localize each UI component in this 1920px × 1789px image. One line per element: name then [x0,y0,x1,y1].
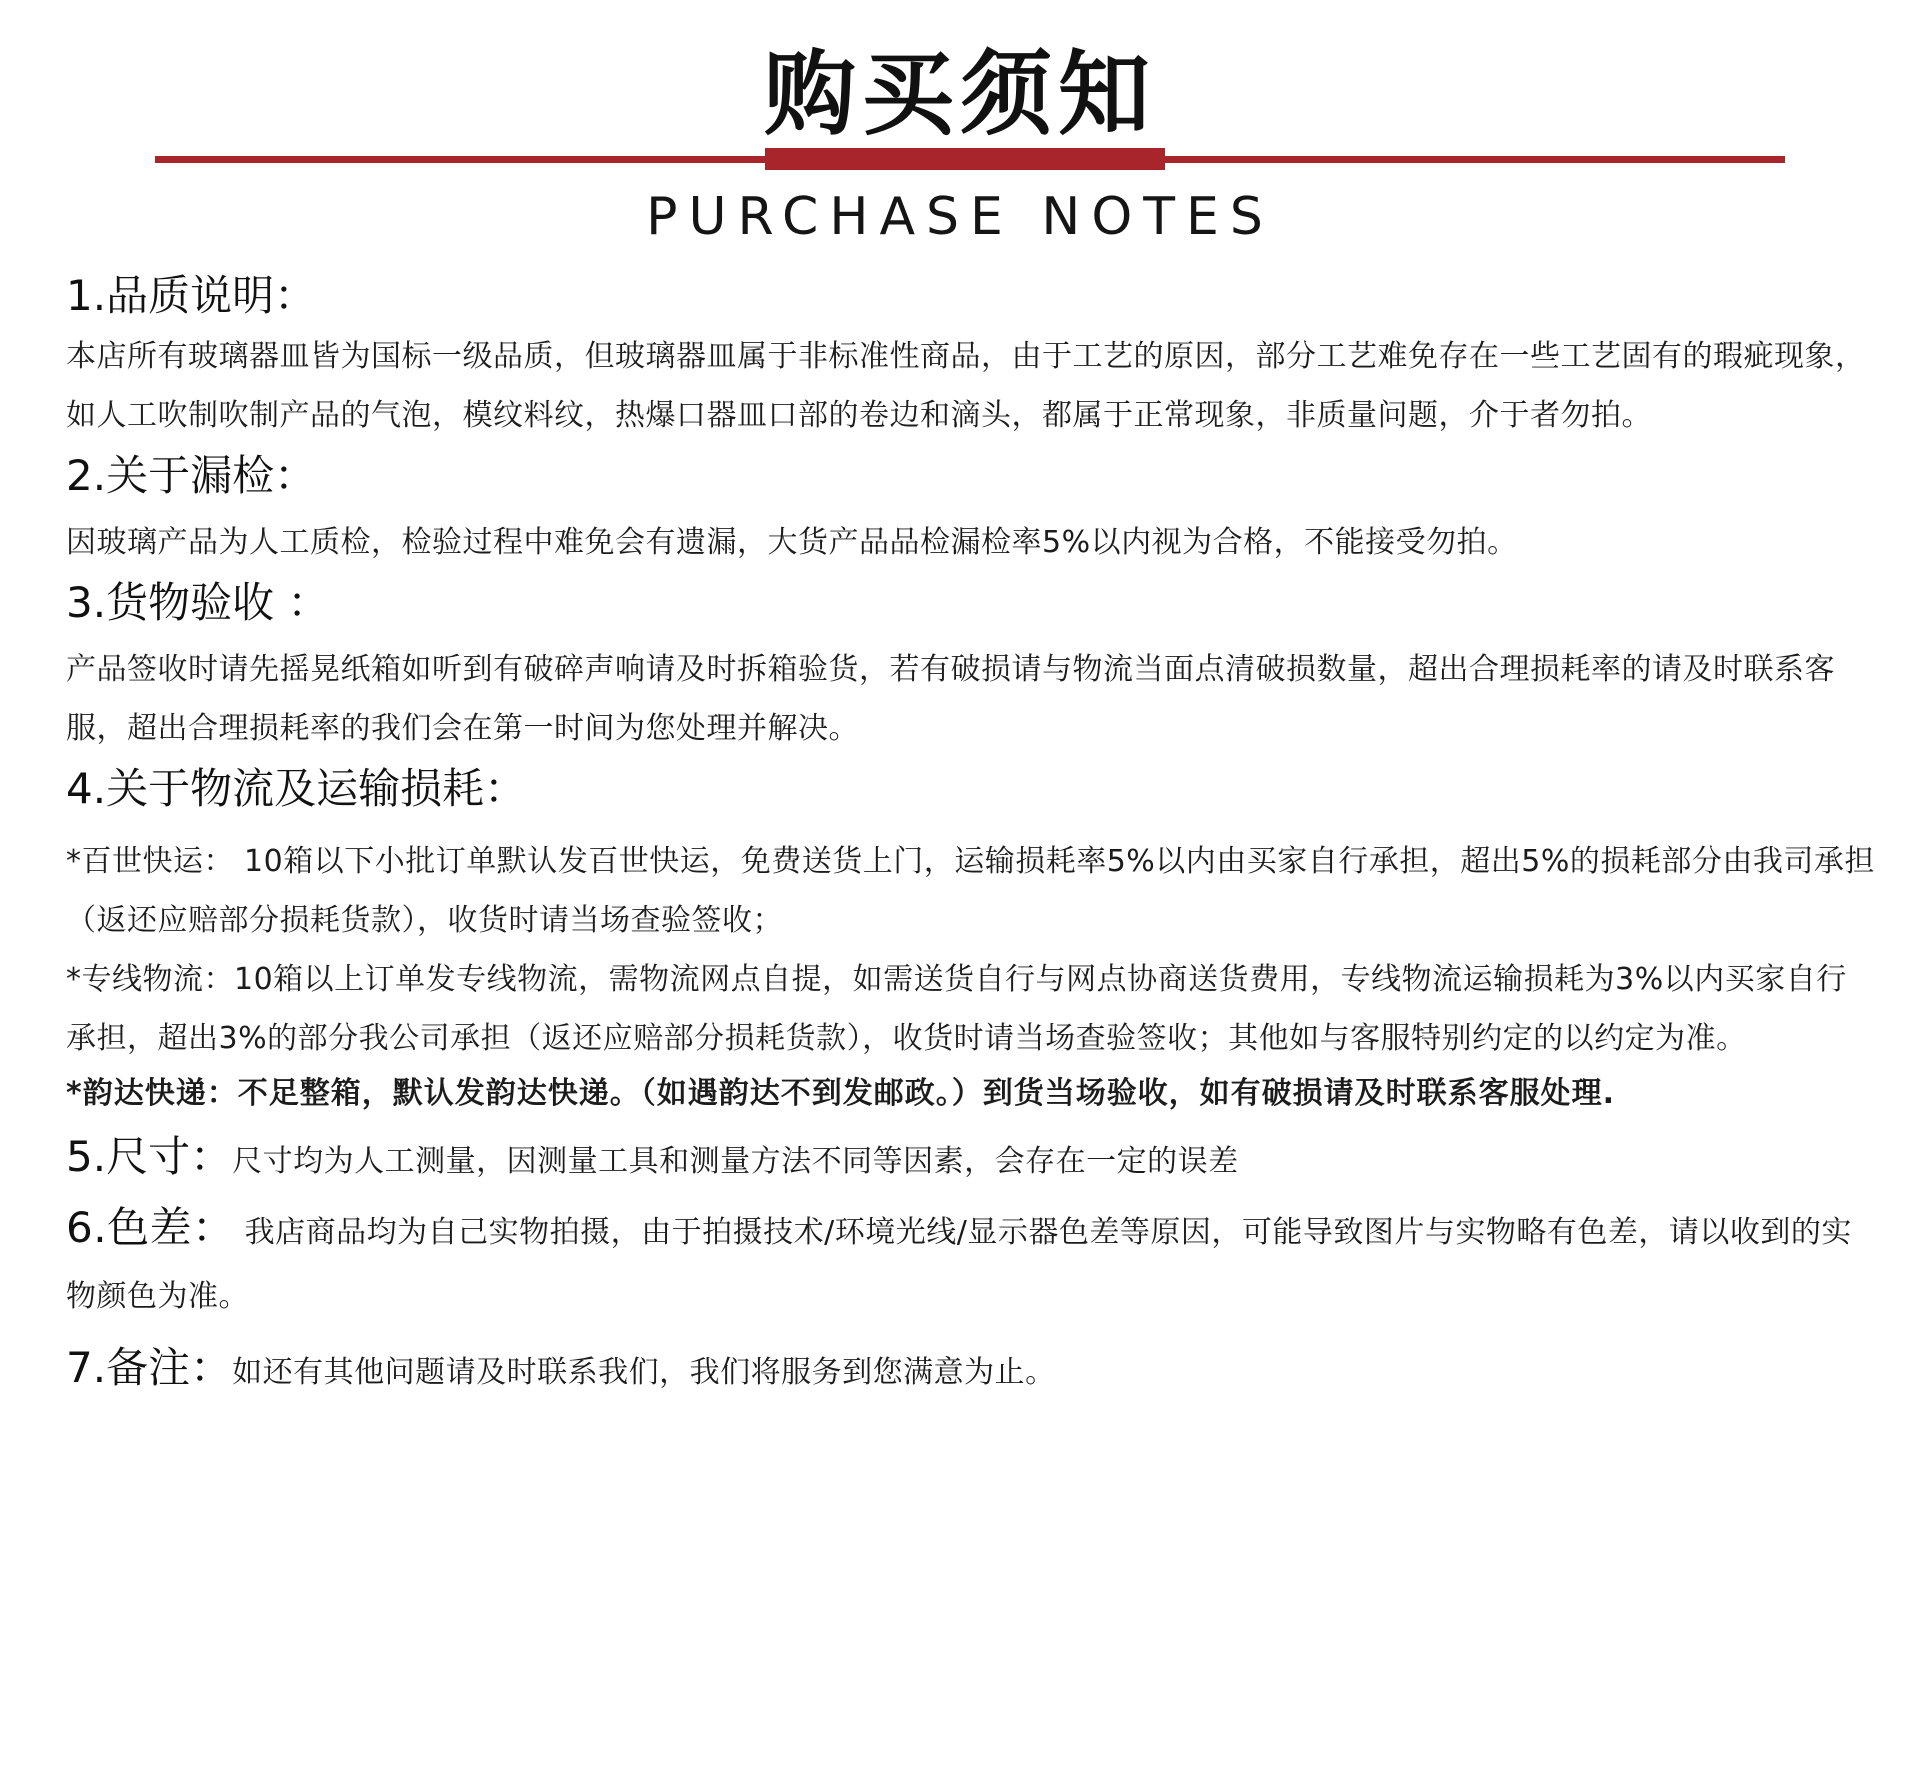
section-heading: 5.尺寸： [66,1132,233,1181]
title-divider-accent [765,148,1165,170]
logistics-item-yunda: *韵达快递：不足整箱，默认发韵达快递。（如遇韵达不到发邮政。）到货当场验收，如有破损请及时联系客服处理. [66,1076,1616,1111]
section-inspection [66,445,1876,572]
page-subtitle: PURCHASE NOTES [646,187,1274,247]
page-title: 购买须知 [763,41,1156,148]
logistics-item-baishi: *百世快运： 10箱以下小批订单默认发百世快运，免费送货上门，运输损耗率5%以内由买家自行承担，超出5%的损耗部分由我司承担（返还应赔部分损耗货款），收货时请当场查验签收； [66,844,1875,938]
logistics-item-dedicated: *专线物流：10箱以上订单发专线物流，需物流网点自提，如需送货自行与网点协商送货费用，专线物流运输损耗为3%以内买家自行承担，超出3%的部分我公司承担（返还应赔部分损耗货款），收货时请当场查验签收；其他如与客服特别约定的以约定为准。 [66,962,1847,1056]
section-heading: 2.关于漏检： [66,451,317,500]
section-logistics [66,758,1876,1118]
section-text: 因玻璃产品为人工质检，检验过程中难免会有遗漏，大货产品品检漏检率5%以内视为合格，不能接受勿拍。 [66,525,1518,560]
section-quality [66,265,1876,445]
page-header [0,0,1920,250]
section-heading: 1.品质说明： [66,271,317,320]
section-text: 产品签收时请先摇晃纸箱如听到有破碎声响请及时拆箱验货，若有破损请与物流当面点清破损数量，超出合理损耗率的请及时联系客服，超出合理损耗率的我们会在第一时间为您处理并解决。 [66,652,1835,746]
section-heading: 6.色差： [66,1203,235,1252]
section-paragraph [66,1196,1876,1329]
section-heading: 4.关于物流及运输损耗： [66,764,527,813]
section-heading: 3.货物验收 ： [66,578,330,627]
section-size [66,1124,1876,1190]
notes-content [66,265,1876,1401]
section-remarks [66,1335,1876,1401]
section-text: 尺寸均为人工测量，因测量工具和测量方法不同等因素，会存在一定的误差 [232,1144,1239,1179]
section-acceptance [66,572,1876,758]
section-color-difference [66,1196,1876,1329]
section-heading: 7.备注： [66,1343,233,1392]
section-text: 如还有其他问题请及时联系我们，我们将服务到您满意为止。 [232,1355,1056,1390]
section-text: 我店商品均为自己实物拍摄，由于拍摄技术/环境光线/显示器色差等原因，可能导致图片与实物略有色差，请以收到的实物颜色为准。 [66,1215,1852,1314]
section-text: 本店所有玻璃器皿皆为国标一级品质，但玻璃器皿属于非标准性商品，由于工艺的原因，部分工艺难免存在一些工艺固有的瑕疵现象，如人工吹制吹制产品的气泡，模纹料纹，热爆口器皿口部的卷边和滴头，都属于正常现象，非质量问题，介于者勿拍。 [66,339,1866,433]
